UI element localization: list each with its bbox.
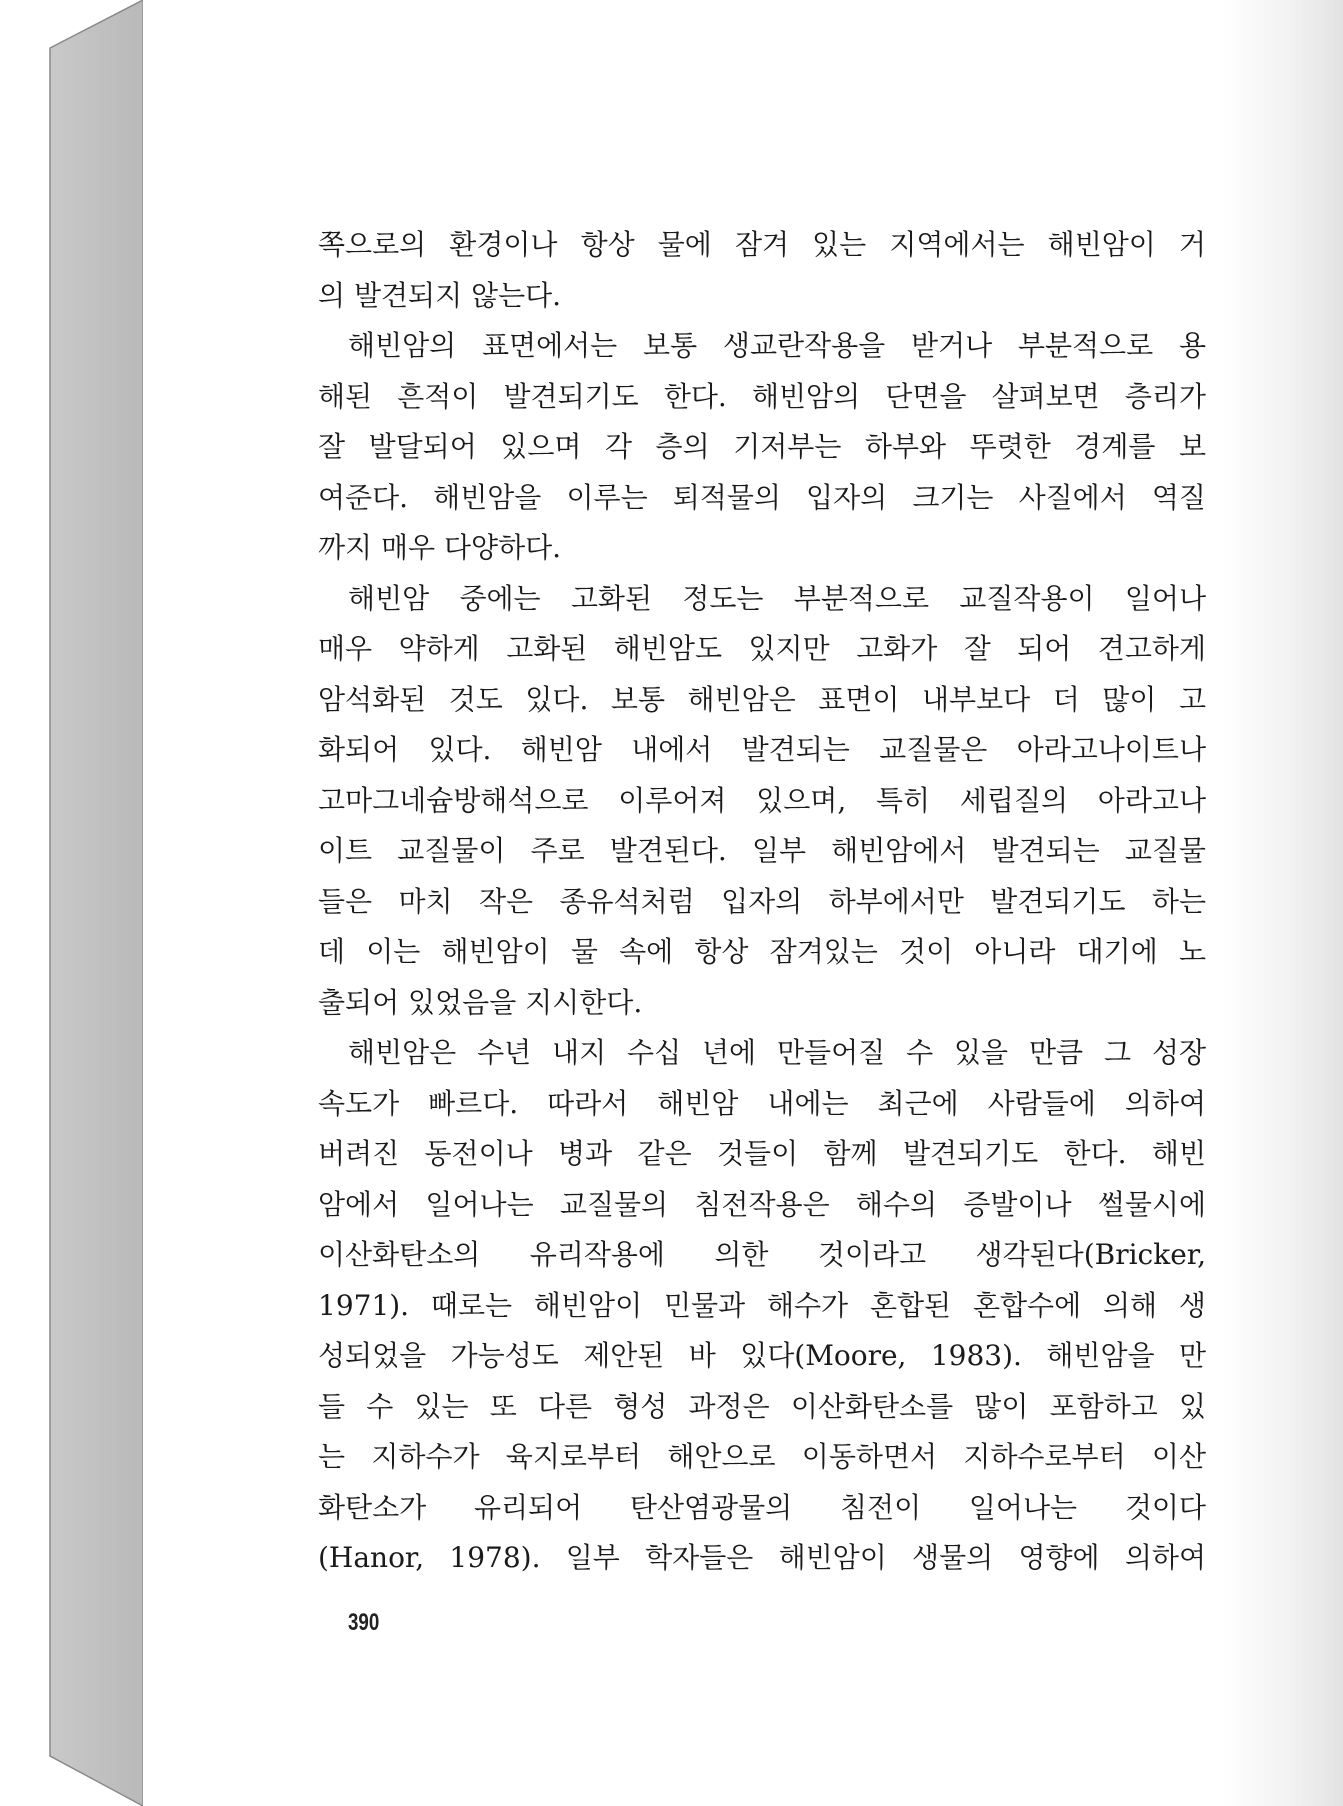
text-line: 해된 흔적이 발견되기도 한다. 해빈암의 단면을 살펴보면 층리가 bbox=[318, 379, 1206, 413]
text-line: 잘 발달되어 있으며 각 층의 기저부는 하부와 뚜렷한 경계를 보 bbox=[318, 430, 1206, 463]
text-line: 1971). 때로는 해빈암이 민물과 해수가 혼합된 혼합수에 의해 생 bbox=[318, 1288, 1206, 1322]
text-line: 해빈암은 수년 내지 수십 년에 만들어질 수 있을 만큼 그 성장 bbox=[348, 1036, 1206, 1069]
text-line: 데 이는 해빈암이 물 속에 항상 잠겨있는 것이 아니라 대기에 노 bbox=[318, 935, 1206, 968]
body-text bbox=[318, 220, 1206, 1584]
text-line: 는 지하수가 육지로부터 해안으로 이동하면서 지하수로부터 이산 bbox=[318, 1440, 1206, 1473]
text-line: 화되어 있다. 해빈암 내에서 발견되는 교질물은 아라고나이트나 bbox=[318, 733, 1206, 766]
text-line: 매우 약하게 고화된 해빈암도 있지만 고화가 잘 되어 견고하게 bbox=[318, 632, 1206, 665]
text-line: 이산화탄소의 유리작용에 의한 것이라고 생각된다(Bricker, bbox=[318, 1238, 1206, 1271]
text-line: 속도가 빠르다. 따라서 해빈암 내에는 최근에 사람들에 의하여 bbox=[318, 1086, 1206, 1120]
text-line: 해빈암 중에는 고화된 정도는 부분적으로 교질작용이 일어나 bbox=[348, 581, 1206, 615]
text-line: 들은 마치 작은 종유석처럼 입자의 하부에서만 발견되기도 하는 bbox=[318, 884, 1206, 918]
text-line: 암석화된 것도 있다. 보통 해빈암은 표면이 내부보다 더 많이 고 bbox=[318, 682, 1206, 716]
text-line: 쪽으로의 환경이나 항상 물에 잠겨 있는 지역에서는 해빈암이 거 bbox=[318, 228, 1206, 261]
text-line: 들 수 있는 또 다른 형성 과정은 이산화탄소를 많이 포함하고 있 bbox=[318, 1389, 1206, 1423]
text-line: 성되었을 가능성도 제안된 바 있다(Moore, 1983). 해빈암을 만 bbox=[318, 1339, 1206, 1372]
text-line: 여준다. 해빈암을 이루는 퇴적물의 입자의 크기는 사질에서 역질 bbox=[318, 480, 1206, 514]
page-number: 390 bbox=[348, 1609, 380, 1636]
text-line: 까지 매우 다양하다. bbox=[318, 531, 562, 564]
text-line: 해빈암의 표면에서는 보통 생교란작용을 받거나 부분적으로 용 bbox=[348, 329, 1206, 362]
text-line: 의 발견되지 않는다. bbox=[318, 278, 562, 312]
text-line: (Hanor, 1978). 일부 학자들은 해빈암이 생물의 영향에 의하여 bbox=[318, 1541, 1206, 1574]
text-line: 버려진 동전이나 병과 같은 것들이 함께 발견되기도 한다. 해빈 bbox=[318, 1137, 1206, 1170]
text-line: 이트 교질물이 주로 발견된다. 일부 해빈암에서 발견되는 교질물 bbox=[318, 834, 1206, 867]
text-line: 출되어 있었음을 지시한다. bbox=[318, 985, 643, 1019]
text-line: 고마그네슘방해석으로 이루어져 있으며, 특히 세립질의 아라고나 bbox=[318, 783, 1206, 817]
text-line: 화탄소가 유리되어 탄산염광물의 침전이 일어나는 것이다 bbox=[318, 1490, 1206, 1524]
text-line: 암에서 일어나는 교질물의 침전작용은 해수의 증발이나 썰물시에 bbox=[318, 1187, 1206, 1221]
